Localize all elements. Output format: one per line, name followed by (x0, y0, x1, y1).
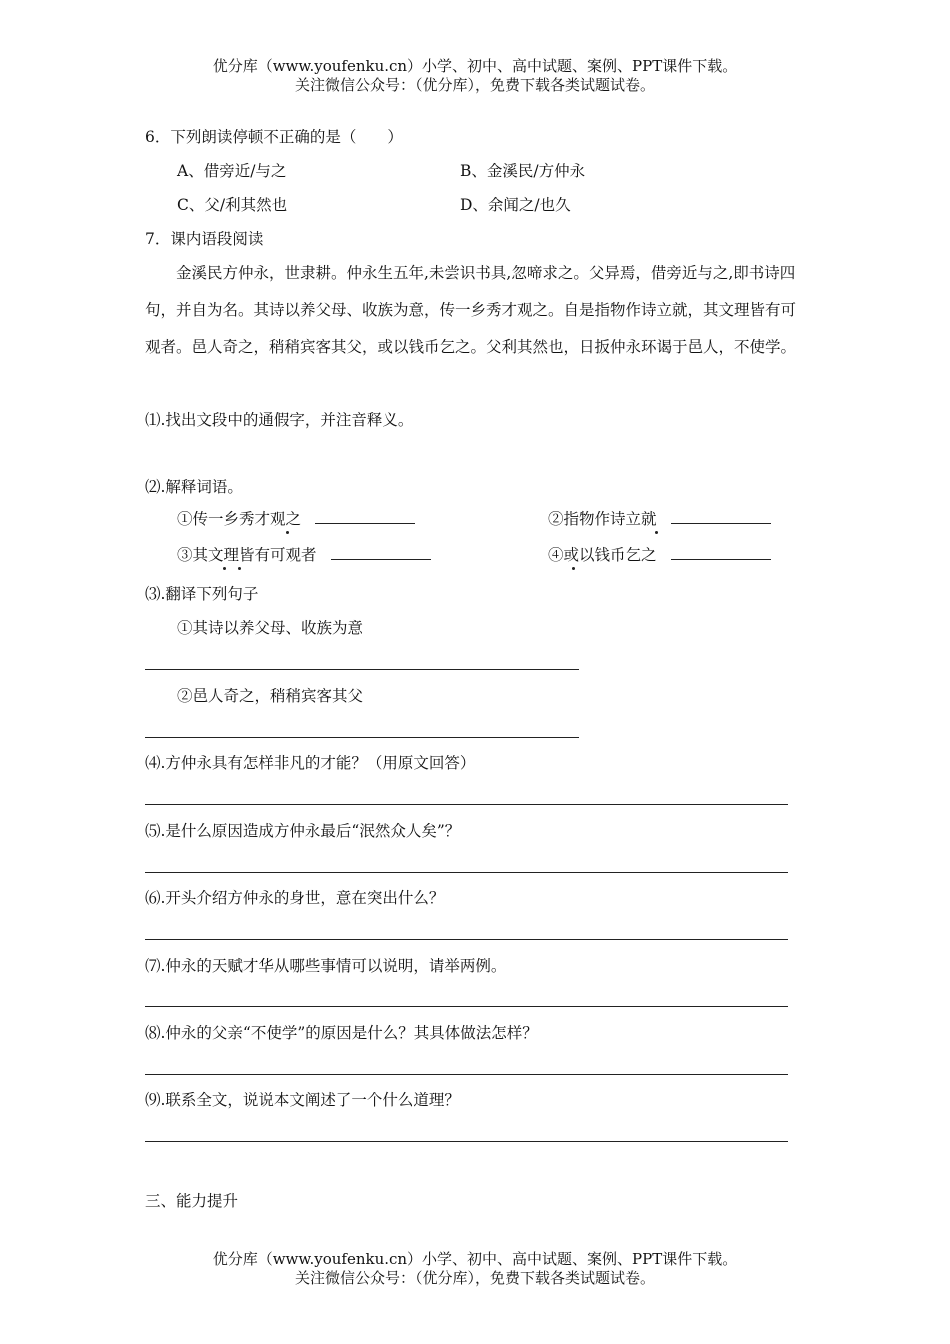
answer-line[interactable] (145, 737, 579, 738)
answer-blank[interactable] (331, 545, 431, 560)
q7-sub9: ⑼.联系全文，说说本文阐述了一个什么道理？ (145, 1091, 460, 1109)
q7-sub6: ⑹.开头介绍方仲永的身世，意在突出什么？ (145, 889, 445, 907)
answer-line[interactable] (145, 1006, 788, 1007)
header-line-2: 关注微信公众号：（优分库），免费下载各类试题试卷。 (294, 76, 655, 94)
q6-option-d: D、余闻之/也久 (460, 196, 571, 214)
answer-line[interactable] (145, 804, 788, 805)
footer-line-2: 关注微信公众号：（优分库），免费下载各类试题试卷。 (294, 1269, 655, 1287)
answer-line[interactable] (145, 939, 788, 940)
emphasis-dot (286, 531, 289, 534)
answer-blank[interactable] (671, 509, 771, 524)
q6-stem: 6．下列朗读停顿不正确的是（ ） (145, 128, 403, 146)
emphasis-dot (572, 567, 575, 570)
q7-sub3-item-1: ①其诗以养父母、收族为意 (177, 619, 364, 637)
answer-line[interactable] (145, 669, 579, 670)
emphasis-dot (223, 567, 226, 570)
header-line-1: 优分库（www.youfenku.cn）小学、初中、高中试题、案例、PPT课件下载。 (212, 57, 738, 75)
emphasis-dot (655, 531, 658, 534)
q7-sub3-item-2: ②邑人奇之，稍稍宾客其父 (177, 687, 364, 705)
answer-line[interactable] (145, 1141, 788, 1142)
answer-line[interactable] (145, 1074, 788, 1075)
q7-sub8: ⑻.仲永的父亲“不使学”的原因是什么？其具体做法怎样？ (145, 1024, 538, 1042)
answer-line[interactable] (145, 872, 788, 873)
q7-sub2-item-4: ④或以钱币乞之 (548, 545, 771, 565)
answer-blank[interactable] (315, 509, 415, 524)
q7-sub4: ⑷.方仲永具有怎样非凡的才能？（用原文回答） (145, 754, 476, 772)
answer-blank[interactable] (671, 545, 771, 560)
q6-option-b: B、金溪民/方仲永 (460, 162, 586, 180)
footer-line-1: 优分库（www.youfenku.cn）小学、初中、高中试题、案例、PPT课件下载。 (212, 1250, 738, 1268)
q7-sub3-stem: ⑶.翻译下列句子 (145, 585, 259, 603)
q6-option-a: A、借旁近/与之 (177, 162, 287, 180)
q7-title: 7．课内语段阅读 (145, 230, 264, 248)
q7-sub5: ⑸.是什么原因造成方仲永最后“泯然众人矣”？ (145, 822, 461, 840)
q7-sub2-item-2: ②指物作诗立就 (548, 509, 771, 529)
q6-option-c: C、父/利其然也 (177, 196, 288, 214)
q7-sub2-item-3: ③其文理皆有可观者 (177, 545, 431, 565)
q7-sub1: ⑴.找出文段中的通假字，并注音释义。 (145, 411, 414, 429)
q7-sub7: ⑺.仲永的天赋才华从哪些事情可以说明，请举两例。 (145, 957, 507, 975)
q7-sub2-item-1: ①传一乡秀才观之 (177, 509, 415, 529)
emphasis-dot (238, 567, 241, 570)
section-3-heading: 三、能力提升 (145, 1192, 239, 1210)
q7-passage: 金溪民方仲永，世隶耕。仲永生五年,未尝识书具,忽啼求之。父异焉，借旁近与之,即书诗四句，并自为名。其诗以养父母、收族为意，传一乡秀才观之。自是指物作诗立就，其文理皆有可观者。邑人奇之，稍稍宾客其父，或以钱币乞之。父利其然也，日扳仲永环谒于邑人，不使学。 (145, 264, 797, 356)
q7-sub2-stem: ⑵.解释词语。 (145, 478, 243, 496)
